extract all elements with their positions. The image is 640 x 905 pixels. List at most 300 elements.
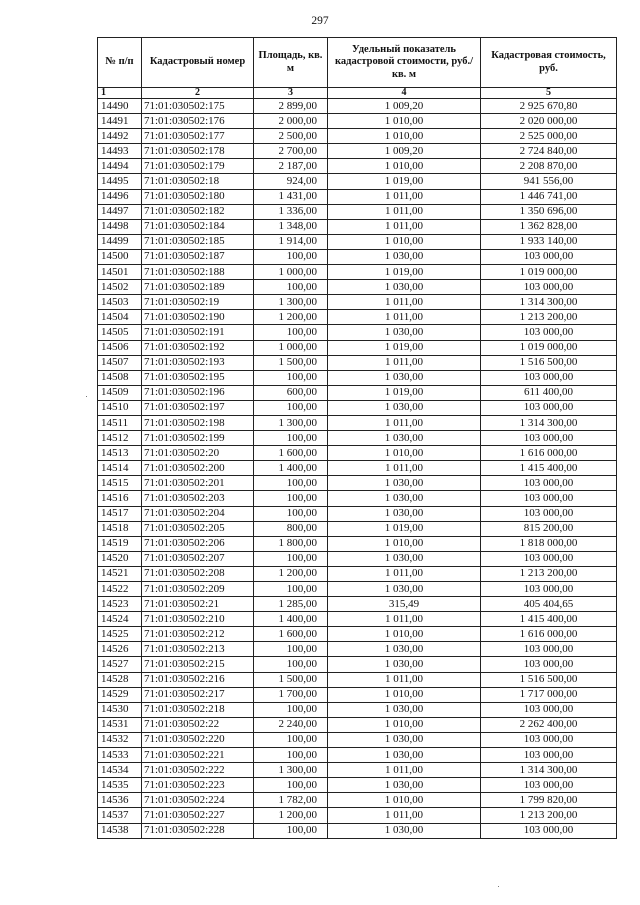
cell-area: 1 336,00 xyxy=(254,204,328,219)
cell-cadastral-number: 71:01:030502:180 xyxy=(142,189,254,204)
cell-cadastral-value: 103 000,00 xyxy=(481,732,617,747)
cell-cadastral-value: 1 818 000,00 xyxy=(481,536,617,551)
cell-cadastral-value: 815 200,00 xyxy=(481,521,617,536)
cell-unit-value: 1 019,00 xyxy=(328,265,481,280)
cell-cadastral-value: 1 616 000,00 xyxy=(481,446,617,461)
cell-index: 14538 xyxy=(98,823,142,838)
cell-unit-value: 1 010,00 xyxy=(328,129,481,144)
cell-area: 1 431,00 xyxy=(254,189,328,204)
table-row xyxy=(98,310,617,325)
cell-area: 2 240,00 xyxy=(254,717,328,732)
cell-cadastral-number: 71:01:030502:223 xyxy=(142,778,254,793)
cell-cadastral-value: 1 350 696,00 xyxy=(481,204,617,219)
cell-cadastral-value: 2 925 670,80 xyxy=(481,99,617,114)
table-row xyxy=(98,566,617,581)
cell-cadastral-value: 1 933 140,00 xyxy=(481,234,617,249)
cell-index: 14514 xyxy=(98,461,142,476)
cell-cadastral-number: 71:01:030502:200 xyxy=(142,461,254,476)
cell-unit-value: 1 030,00 xyxy=(328,823,481,838)
cell-cadastral-value: 103 000,00 xyxy=(481,702,617,717)
cell-index: 14491 xyxy=(98,114,142,129)
table-row xyxy=(98,476,617,491)
table-row xyxy=(98,732,617,747)
cell-cadastral-number: 71:01:030502:199 xyxy=(142,431,254,446)
cell-index: 14528 xyxy=(98,672,142,687)
table-row xyxy=(98,114,617,129)
cell-area: 1 400,00 xyxy=(254,612,328,627)
cell-area: 1 200,00 xyxy=(254,808,328,823)
table-row xyxy=(98,657,617,672)
cell-area: 100,00 xyxy=(254,325,328,340)
cell-cadastral-number: 71:01:030502:189 xyxy=(142,280,254,295)
table-row xyxy=(98,99,617,114)
cell-index: 14527 xyxy=(98,657,142,672)
cell-cadastral-number: 71:01:030502:216 xyxy=(142,672,254,687)
cell-unit-value: 1 030,00 xyxy=(328,476,481,491)
cell-unit-value: 1 011,00 xyxy=(328,763,481,778)
cell-cadastral-number: 71:01:030502:196 xyxy=(142,385,254,400)
cell-area: 100,00 xyxy=(254,657,328,672)
cell-cadastral-number: 71:01:030502:188 xyxy=(142,265,254,280)
cell-cadastral-number: 71:01:030502:175 xyxy=(142,99,254,114)
table-row xyxy=(98,582,617,597)
cell-area: 100,00 xyxy=(254,642,328,657)
table-row xyxy=(98,340,617,355)
cell-index: 14510 xyxy=(98,400,142,415)
table-row xyxy=(98,370,617,385)
cell-unit-value: 315,49 xyxy=(328,597,481,612)
cell-cadastral-value: 103 000,00 xyxy=(481,582,617,597)
cell-index: 14512 xyxy=(98,431,142,446)
cell-cadastral-value: 941 556,00 xyxy=(481,174,617,189)
table-row xyxy=(98,823,617,838)
cell-cadastral-value: 103 000,00 xyxy=(481,823,617,838)
cell-unit-value: 1 011,00 xyxy=(328,566,481,581)
cell-cadastral-value: 2 208 870,00 xyxy=(481,159,617,174)
table-row xyxy=(98,385,617,400)
table-row xyxy=(98,491,617,506)
table-row xyxy=(98,355,617,370)
cell-index: 14513 xyxy=(98,446,142,461)
cell-cadastral-value: 103 000,00 xyxy=(481,325,617,340)
table-row xyxy=(98,551,617,566)
cell-area: 100,00 xyxy=(254,280,328,295)
cell-index: 14534 xyxy=(98,763,142,778)
cell-index: 14519 xyxy=(98,536,142,551)
cell-cadastral-value: 2 724 840,00 xyxy=(481,144,617,159)
cell-index: 14532 xyxy=(98,732,142,747)
table-row xyxy=(98,793,617,808)
cell-index: 14516 xyxy=(98,491,142,506)
cadastral-value-table xyxy=(97,37,617,839)
cell-cadastral-value: 103 000,00 xyxy=(481,551,617,566)
cell-unit-value: 1 030,00 xyxy=(328,778,481,793)
cell-cadastral-number: 71:01:030502:21 xyxy=(142,597,254,612)
cell-index: 14537 xyxy=(98,808,142,823)
cell-index: 14535 xyxy=(98,778,142,793)
cell-cadastral-number: 71:01:030502:215 xyxy=(142,657,254,672)
cell-cadastral-number: 71:01:030502:207 xyxy=(142,551,254,566)
cell-cadastral-number: 71:01:030502:217 xyxy=(142,687,254,702)
cell-index: 14522 xyxy=(98,582,142,597)
cell-cadastral-number: 71:01:030502:190 xyxy=(142,310,254,325)
column-number: 1 xyxy=(98,88,142,99)
cell-index: 14509 xyxy=(98,385,142,400)
cell-cadastral-number: 71:01:030502:195 xyxy=(142,370,254,385)
cell-cadastral-value: 103 000,00 xyxy=(481,491,617,506)
cell-index: 14503 xyxy=(98,295,142,310)
cell-cadastral-number: 71:01:030502:221 xyxy=(142,748,254,763)
table-row xyxy=(98,717,617,732)
cell-cadastral-number: 71:01:030502:208 xyxy=(142,566,254,581)
cell-cadastral-value: 103 000,00 xyxy=(481,476,617,491)
cell-unit-value: 1 030,00 xyxy=(328,732,481,747)
cell-cadastral-number: 71:01:030502:212 xyxy=(142,627,254,642)
table-row xyxy=(98,431,617,446)
cell-cadastral-value: 2 020 000,00 xyxy=(481,114,617,129)
cell-area: 1 600,00 xyxy=(254,627,328,642)
cell-cadastral-number: 71:01:030502:187 xyxy=(142,249,254,264)
cell-unit-value: 1 010,00 xyxy=(328,446,481,461)
table-row xyxy=(98,144,617,159)
cell-cadastral-value: 1 362 828,00 xyxy=(481,219,617,234)
cell-cadastral-number: 71:01:030502:178 xyxy=(142,144,254,159)
cell-cadastral-value: 1 717 000,00 xyxy=(481,687,617,702)
cell-area: 1 400,00 xyxy=(254,461,328,476)
cell-cadastral-value: 1 314 300,00 xyxy=(481,295,617,310)
cell-cadastral-number: 71:01:030502:184 xyxy=(142,219,254,234)
cell-index: 14524 xyxy=(98,612,142,627)
cell-index: 14530 xyxy=(98,702,142,717)
cell-cadastral-value: 2 525 000,00 xyxy=(481,129,617,144)
cell-index: 14520 xyxy=(98,551,142,566)
cell-index: 14525 xyxy=(98,627,142,642)
table-row xyxy=(98,400,617,415)
cell-index: 14511 xyxy=(98,415,142,430)
cell-index: 14533 xyxy=(98,748,142,763)
scan-speck xyxy=(498,886,499,887)
cell-cadastral-number: 71:01:030502:210 xyxy=(142,612,254,627)
cell-cadastral-number: 71:01:030502:218 xyxy=(142,702,254,717)
table-row xyxy=(98,415,617,430)
cell-cadastral-value: 103 000,00 xyxy=(481,249,617,264)
table-row xyxy=(98,249,617,264)
cell-cadastral-number: 71:01:030502:20 xyxy=(142,446,254,461)
table-row xyxy=(98,189,617,204)
cell-area: 1 800,00 xyxy=(254,536,328,551)
cell-unit-value: 1 011,00 xyxy=(328,189,481,204)
cell-index: 14500 xyxy=(98,249,142,264)
cell-unit-value: 1 011,00 xyxy=(328,355,481,370)
cell-cadastral-number: 71:01:030502:206 xyxy=(142,536,254,551)
cell-unit-value: 1 030,00 xyxy=(328,370,481,385)
page-number: 297 xyxy=(311,15,329,27)
cell-cadastral-number: 71:01:030502:22 xyxy=(142,717,254,732)
table-row xyxy=(98,174,617,189)
cell-index: 14507 xyxy=(98,355,142,370)
cell-cadastral-value: 1 213 200,00 xyxy=(481,808,617,823)
cell-unit-value: 1 030,00 xyxy=(328,748,481,763)
cell-index: 14529 xyxy=(98,687,142,702)
cell-unit-value: 1 011,00 xyxy=(328,461,481,476)
cell-index: 14515 xyxy=(98,476,142,491)
cell-index: 14498 xyxy=(98,219,142,234)
cell-cadastral-number: 71:01:030502:224 xyxy=(142,793,254,808)
cell-cadastral-number: 71:01:030502:204 xyxy=(142,506,254,521)
cell-cadastral-value: 2 262 400,00 xyxy=(481,717,617,732)
column-header-cadastral-number: Кадастровый номер xyxy=(142,38,254,88)
cell-unit-value: 1 030,00 xyxy=(328,551,481,566)
cell-index: 14523 xyxy=(98,597,142,612)
cell-unit-value: 1 009,20 xyxy=(328,99,481,114)
cell-cadastral-number: 71:01:030502:201 xyxy=(142,476,254,491)
table-row xyxy=(98,159,617,174)
cell-cadastral-number: 71:01:030502:203 xyxy=(142,491,254,506)
cell-cadastral-value: 103 000,00 xyxy=(481,400,617,415)
cell-unit-value: 1 011,00 xyxy=(328,612,481,627)
column-number: 3 xyxy=(254,88,328,99)
cell-area: 2 500,00 xyxy=(254,129,328,144)
cell-cadastral-number: 71:01:030502:193 xyxy=(142,355,254,370)
cell-area: 100,00 xyxy=(254,491,328,506)
cell-index: 14505 xyxy=(98,325,142,340)
table-row xyxy=(98,521,617,536)
cell-cadastral-value: 1 446 741,00 xyxy=(481,189,617,204)
cell-cadastral-value: 103 000,00 xyxy=(481,778,617,793)
cell-index: 14497 xyxy=(98,204,142,219)
cell-area: 100,00 xyxy=(254,249,328,264)
cell-area: 1 500,00 xyxy=(254,672,328,687)
cell-cadastral-value: 1 213 200,00 xyxy=(481,566,617,581)
table-row xyxy=(98,461,617,476)
cell-unit-value: 1 011,00 xyxy=(328,310,481,325)
cell-cadastral-number: 71:01:030502:191 xyxy=(142,325,254,340)
cell-cadastral-number: 71:01:030502:213 xyxy=(142,642,254,657)
table-row xyxy=(98,808,617,823)
cell-cadastral-number: 71:01:030502:205 xyxy=(142,521,254,536)
cell-cadastral-value: 1 516 500,00 xyxy=(481,355,617,370)
table-row xyxy=(98,672,617,687)
cell-cadastral-value: 1 616 000,00 xyxy=(481,627,617,642)
table-row xyxy=(98,612,617,627)
cell-unit-value: 1 010,00 xyxy=(328,234,481,249)
cell-area: 1 914,00 xyxy=(254,234,328,249)
cell-unit-value: 1 011,00 xyxy=(328,808,481,823)
cell-unit-value: 1 010,00 xyxy=(328,717,481,732)
cell-unit-value: 1 030,00 xyxy=(328,280,481,295)
cell-area: 100,00 xyxy=(254,431,328,446)
table-row xyxy=(98,219,617,234)
table-body xyxy=(98,99,617,839)
cell-area: 1 200,00 xyxy=(254,310,328,325)
table-row xyxy=(98,778,617,793)
cell-unit-value: 1 030,00 xyxy=(328,642,481,657)
cell-area: 1 000,00 xyxy=(254,265,328,280)
cell-unit-value: 1 010,00 xyxy=(328,793,481,808)
cell-area: 1 000,00 xyxy=(254,340,328,355)
cell-cadastral-number: 71:01:030502:228 xyxy=(142,823,254,838)
cell-cadastral-value: 103 000,00 xyxy=(481,657,617,672)
cell-cadastral-value: 611 400,00 xyxy=(481,385,617,400)
column-number: 2 xyxy=(142,88,254,99)
cell-unit-value: 1 011,00 xyxy=(328,219,481,234)
cell-area: 800,00 xyxy=(254,521,328,536)
scan-speck xyxy=(86,396,87,397)
cell-unit-value: 1 010,00 xyxy=(328,159,481,174)
cell-cadastral-value: 405 404,65 xyxy=(481,597,617,612)
cell-unit-value: 1 030,00 xyxy=(328,431,481,446)
cell-area: 100,00 xyxy=(254,582,328,597)
table-row xyxy=(98,642,617,657)
cell-unit-value: 1 030,00 xyxy=(328,325,481,340)
cell-index: 14499 xyxy=(98,234,142,249)
cell-cadastral-value: 103 000,00 xyxy=(481,370,617,385)
cell-cadastral-number: 71:01:030502:222 xyxy=(142,763,254,778)
table-row xyxy=(98,129,617,144)
table-row xyxy=(98,295,617,310)
cell-area: 1 500,00 xyxy=(254,355,328,370)
cell-index: 14518 xyxy=(98,521,142,536)
cell-unit-value: 1 030,00 xyxy=(328,491,481,506)
column-number: 4 xyxy=(328,88,481,99)
table-row xyxy=(98,280,617,295)
cell-index: 14508 xyxy=(98,370,142,385)
cell-unit-value: 1 010,00 xyxy=(328,687,481,702)
cell-unit-value: 1 010,00 xyxy=(328,627,481,642)
table-row xyxy=(98,763,617,778)
cell-index: 14492 xyxy=(98,129,142,144)
table-row xyxy=(98,687,617,702)
cell-cadastral-value: 1 415 400,00 xyxy=(481,461,617,476)
cell-index: 14531 xyxy=(98,717,142,732)
cell-unit-value: 1 030,00 xyxy=(328,506,481,521)
table-header-row xyxy=(98,38,617,88)
cell-cadastral-value: 1 019 000,00 xyxy=(481,340,617,355)
cell-cadastral-number: 71:01:030502:182 xyxy=(142,204,254,219)
cell-index: 14526 xyxy=(98,642,142,657)
table-row xyxy=(98,597,617,612)
table-row xyxy=(98,748,617,763)
cell-unit-value: 1 019,00 xyxy=(328,340,481,355)
cell-cadastral-value: 1 314 300,00 xyxy=(481,415,617,430)
cell-area: 100,00 xyxy=(254,732,328,747)
cell-index: 14501 xyxy=(98,265,142,280)
cell-index: 14490 xyxy=(98,99,142,114)
cell-index: 14504 xyxy=(98,310,142,325)
table-row xyxy=(98,265,617,280)
column-header-cadastral-value: Кадастровая стоимость, руб. xyxy=(481,38,617,88)
column-number-row xyxy=(98,88,617,99)
cell-area: 2 700,00 xyxy=(254,144,328,159)
cell-index: 14521 xyxy=(98,566,142,581)
cell-unit-value: 1 030,00 xyxy=(328,657,481,672)
cell-unit-value: 1 010,00 xyxy=(328,114,481,129)
cell-area: 100,00 xyxy=(254,778,328,793)
cell-index: 14494 xyxy=(98,159,142,174)
column-header-area: Площадь, кв. м xyxy=(254,38,328,88)
cell-unit-value: 1 019,00 xyxy=(328,385,481,400)
cell-cadastral-number: 71:01:030502:220 xyxy=(142,732,254,747)
cell-cadastral-value: 103 000,00 xyxy=(481,506,617,521)
cell-unit-value: 1 030,00 xyxy=(328,249,481,264)
cell-cadastral-number: 71:01:030502:198 xyxy=(142,415,254,430)
cell-index: 14493 xyxy=(98,144,142,159)
cell-cadastral-value: 1 314 300,00 xyxy=(481,763,617,778)
cell-cadastral-number: 71:01:030502:176 xyxy=(142,114,254,129)
table-row xyxy=(98,204,617,219)
cell-cadastral-number: 71:01:030502:192 xyxy=(142,340,254,355)
column-header-unit-value: Удельный показатель кадастровой стоимости, руб./кв. м xyxy=(328,38,481,88)
cell-cadastral-value: 103 000,00 xyxy=(481,642,617,657)
cell-index: 14536 xyxy=(98,793,142,808)
cell-unit-value: 1 011,00 xyxy=(328,415,481,430)
cell-area: 924,00 xyxy=(254,174,328,189)
cell-area: 2 899,00 xyxy=(254,99,328,114)
table-row xyxy=(98,536,617,551)
cell-unit-value: 1 019,00 xyxy=(328,174,481,189)
cell-area: 100,00 xyxy=(254,702,328,717)
cell-area: 100,00 xyxy=(254,370,328,385)
cell-area: 600,00 xyxy=(254,385,328,400)
column-header-index: № п/п xyxy=(98,38,142,88)
cell-unit-value: 1 011,00 xyxy=(328,204,481,219)
cell-unit-value: 1 030,00 xyxy=(328,400,481,415)
table-row xyxy=(98,446,617,461)
cell-cadastral-value: 1 415 400,00 xyxy=(481,612,617,627)
cell-cadastral-number: 71:01:030502:209 xyxy=(142,582,254,597)
cell-index: 14506 xyxy=(98,340,142,355)
column-number: 5 xyxy=(481,88,617,99)
cell-unit-value: 1 011,00 xyxy=(328,672,481,687)
cell-cadastral-number: 71:01:030502:18 xyxy=(142,174,254,189)
cell-cadastral-value: 103 000,00 xyxy=(481,748,617,763)
cell-unit-value: 1 010,00 xyxy=(328,536,481,551)
cell-area: 1 300,00 xyxy=(254,295,328,310)
cell-unit-value: 1 030,00 xyxy=(328,582,481,597)
cell-cadastral-number: 71:01:030502:177 xyxy=(142,129,254,144)
cell-area: 100,00 xyxy=(254,506,328,521)
cell-area: 1 782,00 xyxy=(254,793,328,808)
cell-area: 1 300,00 xyxy=(254,763,328,778)
cell-unit-value: 1 030,00 xyxy=(328,702,481,717)
cell-cadastral-number: 71:01:030502:185 xyxy=(142,234,254,249)
cell-cadastral-value: 1 516 500,00 xyxy=(481,672,617,687)
cell-cadastral-value: 1 019 000,00 xyxy=(481,265,617,280)
cell-index: 14495 xyxy=(98,174,142,189)
cell-unit-value: 1 011,00 xyxy=(328,295,481,310)
cell-index: 14502 xyxy=(98,280,142,295)
cell-index: 14517 xyxy=(98,506,142,521)
table-row xyxy=(98,506,617,521)
cell-area: 100,00 xyxy=(254,400,328,415)
cell-area: 100,00 xyxy=(254,551,328,566)
cell-area: 2 000,00 xyxy=(254,114,328,129)
cell-unit-value: 1 019,00 xyxy=(328,521,481,536)
cell-unit-value: 1 009,20 xyxy=(328,144,481,159)
cell-cadastral-number: 71:01:030502:19 xyxy=(142,295,254,310)
cell-area: 1 348,00 xyxy=(254,219,328,234)
cell-area: 2 187,00 xyxy=(254,159,328,174)
cell-index: 14496 xyxy=(98,189,142,204)
cell-cadastral-value: 103 000,00 xyxy=(481,280,617,295)
cell-area: 1 700,00 xyxy=(254,687,328,702)
cell-cadastral-number: 71:01:030502:179 xyxy=(142,159,254,174)
cell-area: 100,00 xyxy=(254,823,328,838)
cell-area: 100,00 xyxy=(254,748,328,763)
cell-area: 1 285,00 xyxy=(254,597,328,612)
cell-area: 1 600,00 xyxy=(254,446,328,461)
table-row xyxy=(98,325,617,340)
